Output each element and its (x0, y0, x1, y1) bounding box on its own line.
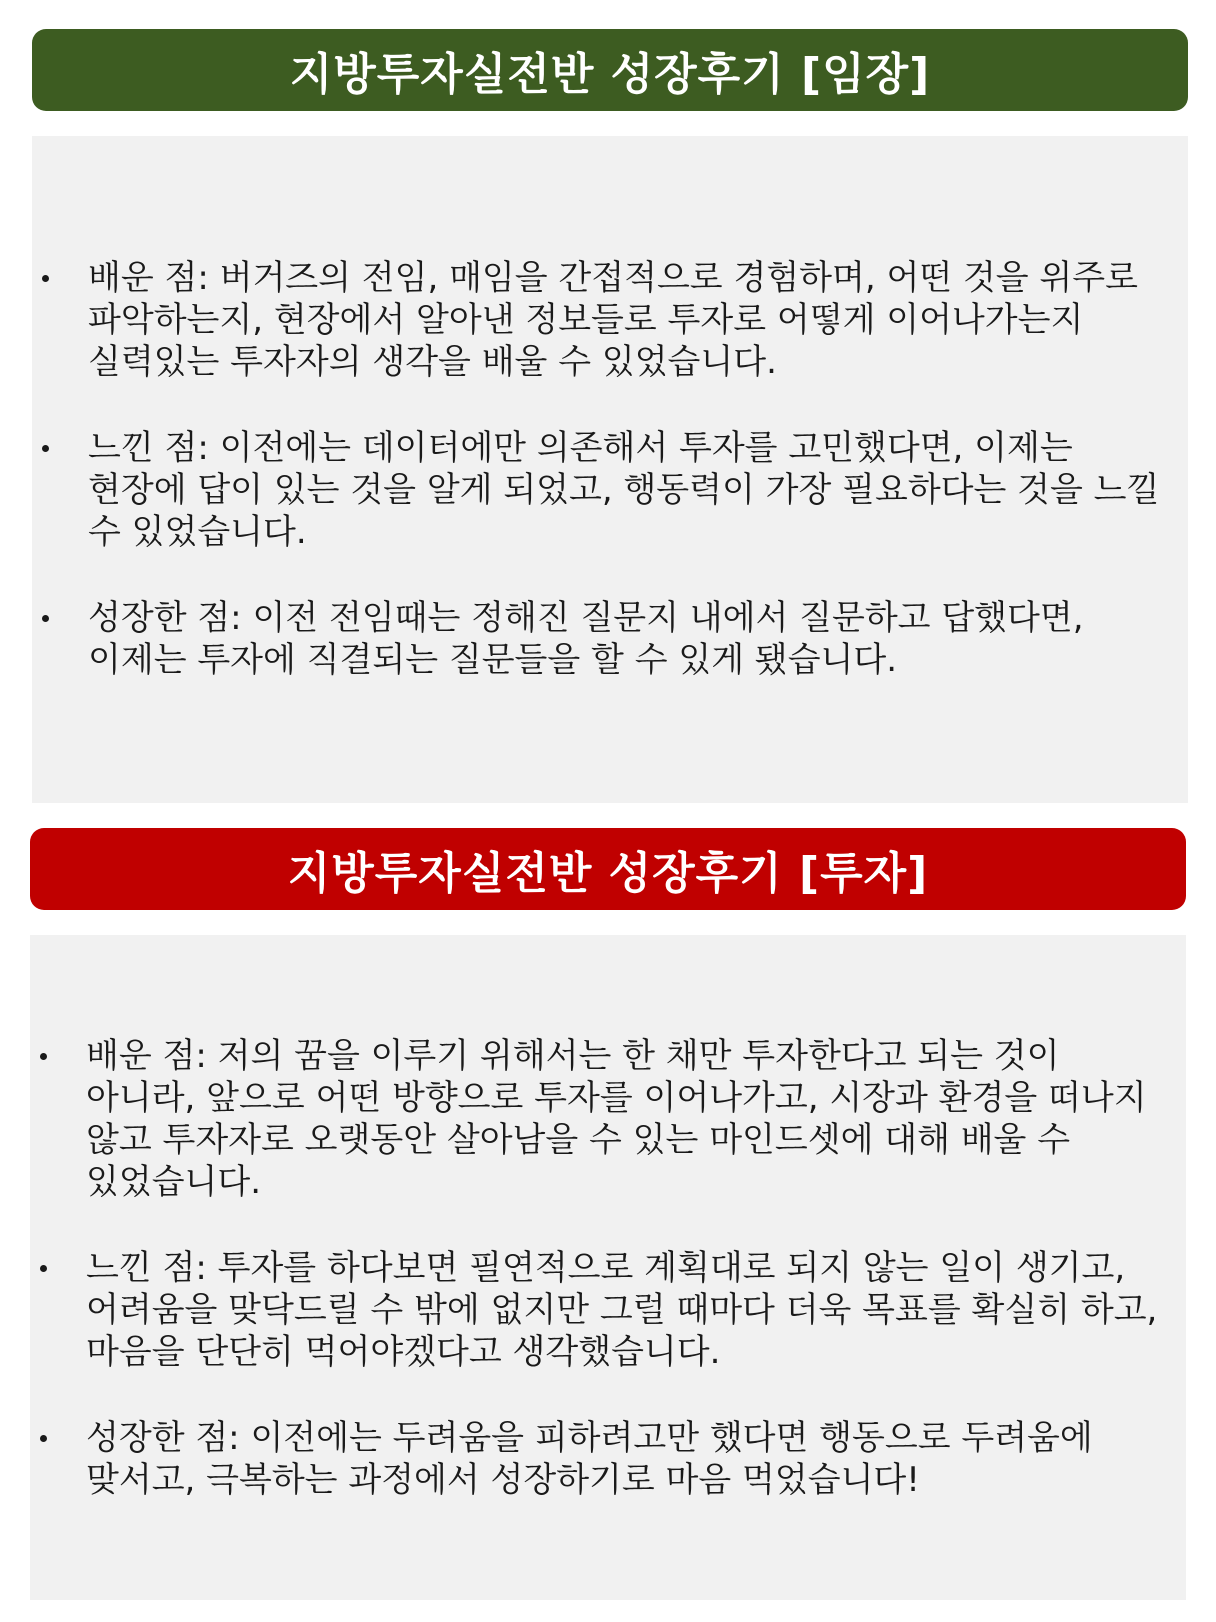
list-item-text: 느낀 점: 이전에는 데이터에만 의존해서 투자를 고민했다면, 이제는 현장에 답이 있는 것을 알게 되었고, 행동력이 가장 필요하다는 것을 느낄 수 있었습니다. (88, 428, 1160, 552)
list-item (32, 427, 1188, 553)
list-item-text: 느낀 점: 투자를 하다보면 필연적으로 계획대로 되지 않는 일이 생기고, 어려움을 맞닥드릴 수 밖에 없지만 그럴 때마다 더욱 목표를 확실히 하고, 마음을 단단히 먹어야겠다고 생각했습니다. (86, 1248, 1158, 1372)
bullet-icon (42, 275, 49, 282)
section2-title-bar (30, 828, 1186, 910)
section2-panel (30, 935, 1186, 1600)
bullet-icon (42, 445, 49, 452)
list-item-text: 성장한 점: 이전에는 두려움을 피하려고만 했다면 행동으로 두려움에 맞서고, 극복하는 과정에서 성장하기로 마음 먹었습니다! (86, 1418, 1093, 1500)
section1-title: 지방투자실전반 성장후기 [임장] (289, 49, 931, 100)
section2-title: 지방투자실전반 성장후기 [투자] (287, 848, 929, 899)
bullet-icon (40, 1435, 47, 1442)
bullet-icon (40, 1265, 47, 1272)
list-item (30, 1247, 1186, 1373)
list-item-text: 배운 점: 버거즈의 전임, 매임을 간접적으로 경험하며, 어떤 것을 위주로 파악하는지, 현장에서 알아낸 정보들로 투자로 어떻게 이어나가는지 실력있는 투자자의 생각을 배울 수 있었습니다. (88, 258, 1138, 382)
bullet-icon (42, 615, 49, 622)
list-item (30, 1417, 1186, 1501)
section1-title-bar (32, 29, 1188, 111)
section2-list (30, 1035, 1186, 1501)
list-item-text: 성장한 점: 이전 전임때는 정해진 질문지 내에서 질문하고 답했다면, 이제는 투자에 직결되는 질문들을 할 수 있게 됐습니다. (88, 598, 1084, 680)
section1-panel (32, 136, 1188, 803)
list-item (30, 1035, 1186, 1203)
section1-list (32, 257, 1188, 681)
list-item (32, 597, 1188, 681)
bullet-icon (40, 1053, 47, 1060)
list-item-text: 배운 점: 저의 꿈을 이루기 위해서는 한 채만 투자한다고 되는 것이 아니라, 앞으로 어떤 방향으로 투자를 이어나가고, 시장과 환경을 떠나지 않고 투자자로 오랫동안 살아남을 수 있는 마인드셋에 대해 배울 수 있었습니다. (86, 1036, 1147, 1202)
list-item (32, 257, 1188, 383)
